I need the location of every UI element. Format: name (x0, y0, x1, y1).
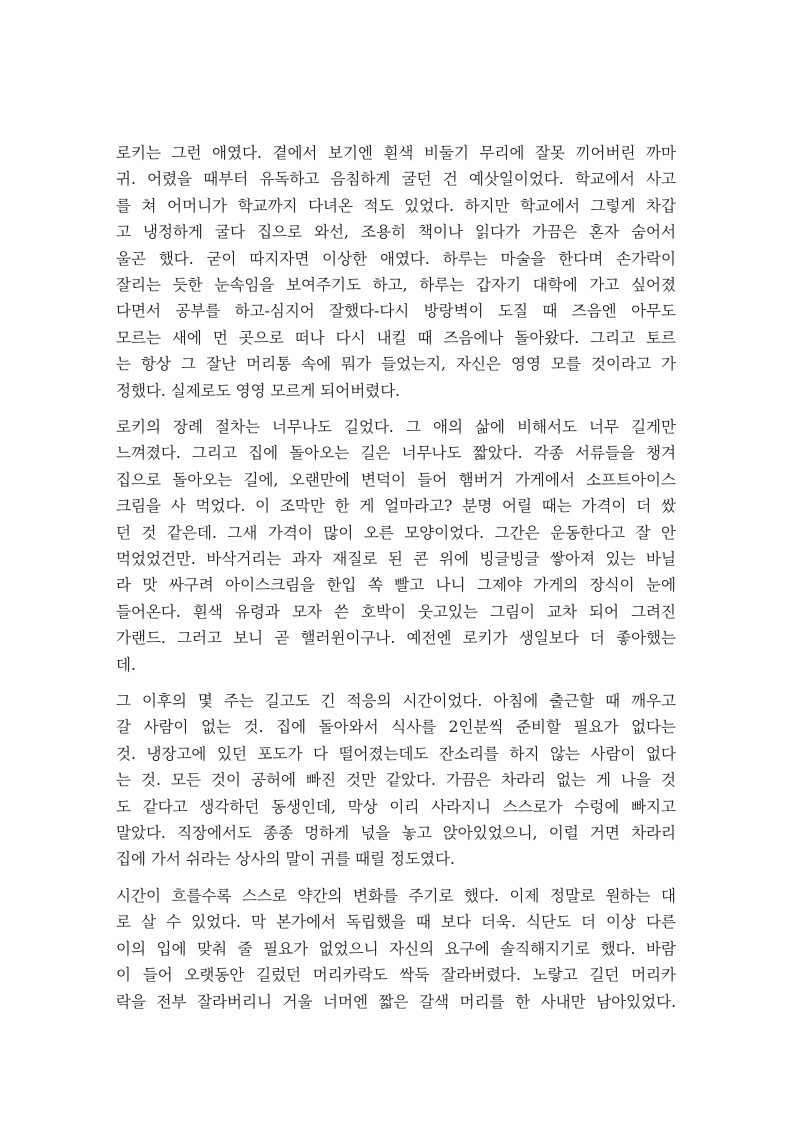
text-line: 는 항상 그 잘난 머리통 속에 뭐가 들었는지, 자신은 영영 모를 것이라고 가 (116, 355, 676, 374)
text-line: 잘리는 듯한 눈속임을 보여주기도 하고, 하루는 갑자기 대학에 가고 싶어졌 (116, 275, 676, 294)
text-line: 는 것. 모든 것이 공허에 빠진 것만 같았다. 가끔은 차라리 없는 게 나을 것 (116, 771, 676, 790)
paragraph-3 (116, 688, 676, 873)
text-line: 다면서 공부를 하고-심지어 잘했다-다시 방랑벽이 도질 때 즈음엔 아무도 (116, 302, 676, 321)
text-line: 고 냉정하게 굴다 집으로 와선, 조용히 책이나 읽다가 가끔은 혼자 숨어서 (116, 223, 676, 242)
paragraph-2 (116, 414, 676, 678)
text-line: 로키의 장례 절차는 너무나도 길었다. 그 애의 삶에 비해서도 너무 길게만 (116, 418, 676, 436)
text-line: 느껴졌다. 그리고 집에 돌아오는 길은 너무나도 짧았다. 각종 서류들을 챙겨 (116, 444, 676, 463)
text-line: 집에 가서 쉬라는 상사의 말이 귀를 때릴 정도였다. (116, 850, 455, 869)
text-line: 던 것 같은데. 그새 가격이 많이 오른 모양이었다. 그간은 운동한다고 잘 안 (116, 523, 676, 542)
text-line: 이의 입에 맞춰 줄 필요가 없었으니 자신의 요구에 솔직해지기로 했다. 바람 (116, 939, 676, 958)
paragraph-1 (116, 140, 676, 404)
text-line: 귀. 어렸을 때부터 유독하고 음침하게 굴던 건 예삿일이었다. 학교에서 사고 (116, 170, 676, 189)
text-line: 로 살 수 있었다. 막 본가에서 독립했을 때 보다 더욱. 식단도 더 이상 다른 (116, 913, 676, 932)
text-line: 그 이후의 몇 주는 길고도 긴 적응의 시간이었다. 아침에 출근할 때 깨우고 (116, 692, 676, 710)
text-line: 도 같다고 생각하던 동생인데, 막상 이리 사라지니 스스로가 수렁에 빠지고 (116, 797, 676, 816)
text-line: 모르는 새에 먼 곳으로 떠나 다시 내킬 때 즈음에나 돌아왔다. 그리고 토르 (116, 328, 676, 347)
text-line: 말았다. 직장에서도 종종 멍하게 넋을 놓고 앉아있었으니, 이럴 거면 차라리 (116, 823, 676, 842)
text-line: 데. (116, 655, 136, 674)
text-line: 라 맛 싸구려 아이스크림을 한입 쏙 빨고 나니 그제야 가게의 장식이 눈에 (116, 576, 676, 595)
text-line: 가랜드. 그러고 보니 곧 핼러윈이구나. 예전엔 로키가 생일보다 더 좋아했는 (116, 629, 676, 648)
text-line: 이 들어 오랫동안 길렀던 머리카락도 싹둑 잘라버렸다. 노랗고 길던 머리카 (116, 966, 676, 985)
text-line: 울곤 했다. 굳이 따지자면 이상한 애였다. 하루는 마술을 한다며 손가락이 (116, 249, 676, 268)
text-line: 크림을 사 먹었다. 이 조막만 한 게 얼마라고? 분명 어릴 때는 가격이 더 쌌 (116, 497, 676, 516)
text-line: 것. 냉장고에 있던 포도가 다 떨어졌는데도 잔소리를 하지 않는 사람이 없다 (116, 744, 676, 763)
text-line: 시간이 흐를수록 스스로 약간의 변화를 주기로 했다. 이제 정말로 원하는 대 (116, 887, 676, 905)
text-line: 갈 사람이 없는 것. 집에 돌아와서 식사를 2인분씩 준비할 필요가 없다는 (116, 718, 676, 737)
text-line: 먹었었건만. 바삭거리는 과자 재질로 된 콘 위에 빙글빙글 쌓아져 있는 바닐 (116, 549, 676, 568)
paragraph-4 (116, 883, 676, 1015)
text-line: 들어온다. 흰색 유령과 모자 쓴 호박이 웃고있는 그림이 교차 되어 그려진 (116, 602, 676, 621)
text-line: 를 쳐 어머니가 학교까지 다녀온 적도 있었다. 하지만 학교에서 그렇게 차갑 (116, 196, 676, 215)
text-line: 정했다. 실제로도 영영 모르게 되어버렸다. (116, 381, 401, 400)
text-line: 로키는 그런 애였다. 곁에서 보기엔 흰색 비둘기 무리에 잘못 끼어버린 까마 (116, 144, 676, 162)
text-line: 집으로 돌아오는 길에, 오랜만에 변덕이 들어 햄버거 가게에서 소프트아이스 (116, 470, 676, 489)
text-line: 락을 전부 잘라버리니 거울 너머엔 짧은 갈색 머리를 한 사내만 남아있었다. (116, 992, 676, 1011)
